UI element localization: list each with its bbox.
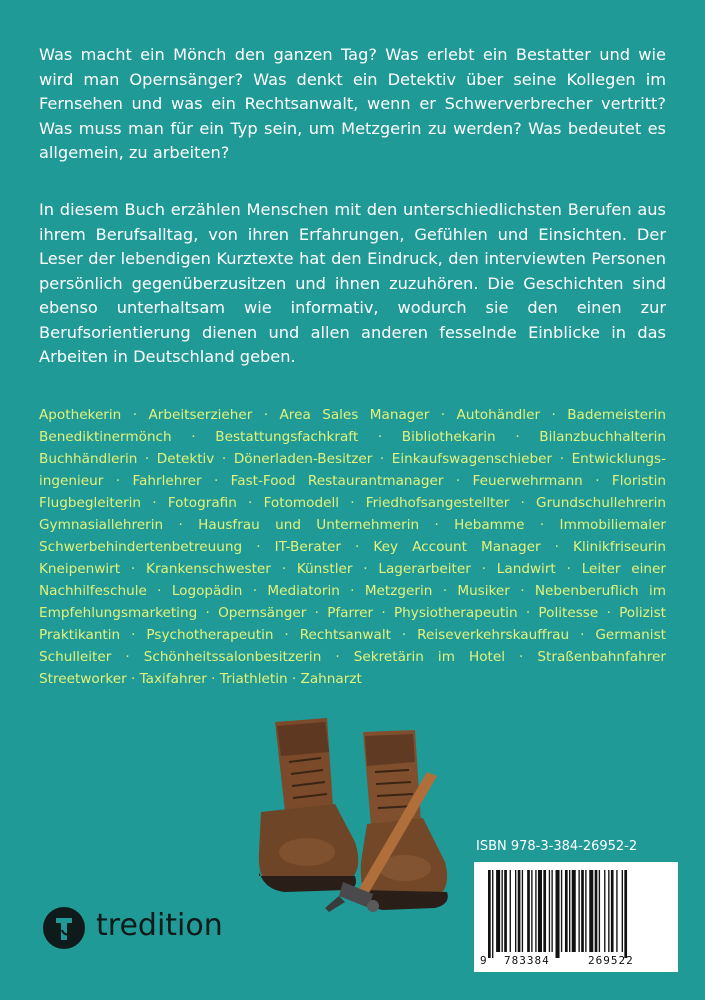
blurb-paragraph-2: In diesem Buch erzählen Menschen mit den unterschiedlichsten Berufen aus ihrem Berufsalltag, von ihren Erfahrungen, Gefühlen und Einsichten. Der Leser der lebendigen Kurztexte hat den Eindruck, den interviewten Personen persönlich gegenüberzusitzen und ihnen zuzuhören. Die Geschichten sind ebenso unterhaltsam wie informativ, wodurch sie den einen zur Berufsorientierung dienen und allen anderen fesselnde Einblicke in das Arbeiten in Deutschland geben. [39,200,666,366]
professions-list: Apothekerin · Arbeitserzieher · Area Sales Manager · Autohändler · Bademeisterin Benediktinermönch · Bestattungsfachkraft · Bibliothekarin · Bilanzbuchhalterin Buchhändlerin · Detektiv · Dönerladen-Besitzer · Einkaufswagenschieber · Entwicklungsingenieur · Fahrlehrer · Fast-Food Restaurantmanager · Feuerwehrmann · Floristin Flugbegleiterin · Fotografin · Fotomodell · Friedhofsangestellter · Grundschullehrerin Gymnasiallehrerin · Hausfrau und Unternehmerin · Hebamme · Immobiliemaler Schwerbehindertenbetreuung · IT-Berater · Key Account Manager · Klinikfriseurin Kneipenwirt · Krankenschwester · Künstler · Lagerarbeiter · Landwirt · Leiter einer Nachhilfeschule · Logopädin · Mediatorin · Metzgerin · Musiker · Nebenberuflich im Empfehlungsmarketing · Opernsänger · Pfarrer · Physiotherapeutin · Politesse · Polizist Praktikantin · Psychotherapeutin · Rechtsanwalt · Reiseverkehrskauffrau · Germanist Schulleiter · Schönheitssalonbesitzerin · Sekretärin im Hotel · Straßenbahnfahrer Streetworker · Taxifahrer · Triathletin · Zahnarzt [39,407,666,687]
tredition-logo-icon [42,906,86,950]
barcode-left-digits: 783384 [504,954,550,967]
barcode-right-digits: 269522 [588,954,634,967]
barcode [474,862,678,972]
blurb-paragraph-1: Was macht ein Mönch den ganzen Tag? Was erlebt ein Bestatter und wie wird man Opernsänger? Was denkt ein Detektiv über seine Kollegen im Fernsehen und was ein Rechtsanwalt, wenn er Schwerverbrecher vertritt? Was muss man für ein Typ sein, um Metzgerin zu werden? Was bedeutet es allgemein, zu arbeiten? [39,45,666,162]
barcode-first-digit: 9 [480,954,488,967]
boots-and-hammer-image [255,712,455,922]
isbn-number: ISBN 978-3-384-26952-2 [476,839,638,854]
publisher-name: tredition [96,908,223,943]
